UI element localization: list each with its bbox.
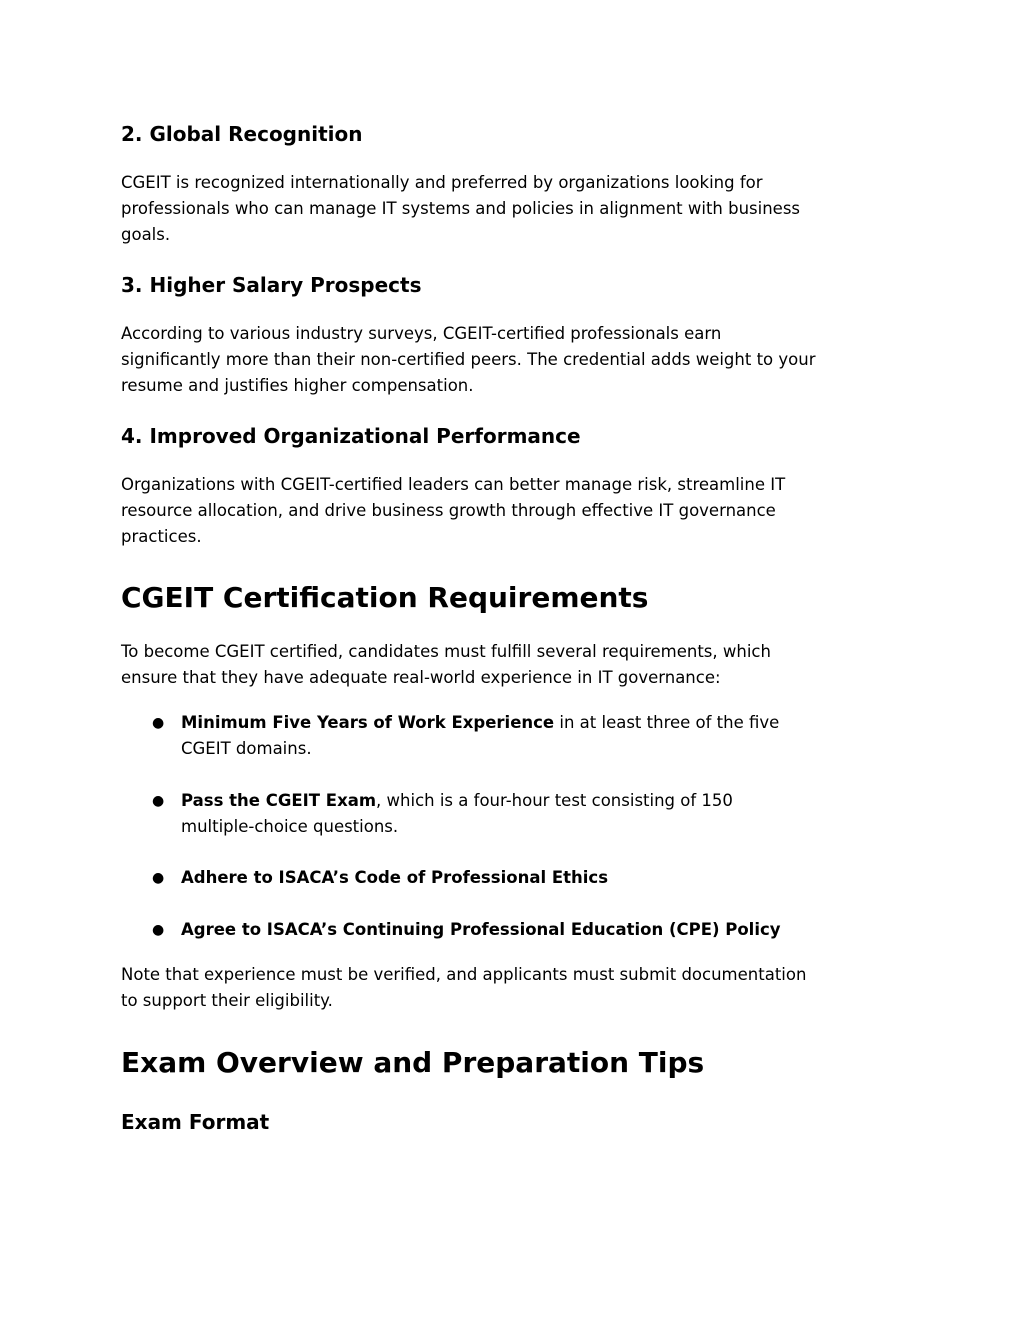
list-item-rest: , which is a four-hour test consisting of 150 [376, 791, 733, 810]
list-item-bold: Agree to ISACA’s Continuing Professional Education (CPE) Policy [181, 920, 781, 939]
paragraph-line: practices. [121, 527, 202, 546]
list-item-bold: Pass the CGEIT Exam [181, 791, 377, 810]
heading-global-recognition: 2. Global Recognition [121, 122, 363, 146]
paragraph-line: To become CGEIT certified, candidates must fulfill several requirements, which [121, 642, 771, 661]
paragraph-requirements-note [121, 962, 911, 1014]
paragraph-line: resume and justifies higher compensation. [121, 376, 474, 395]
paragraph-line: significantly more than their non-certified peers. The credential adds weight to your [121, 350, 816, 369]
paragraph-line: ensure that they have adequate real-world experience in IT governance: [121, 668, 721, 687]
paragraph-org-performance [121, 472, 911, 550]
list-item-rest: multiple-choice questions. [181, 817, 399, 836]
list-item-rest: CGEIT domains. [181, 739, 312, 758]
heading-higher-salary: 3. Higher Salary Prospects [121, 273, 422, 297]
paragraph-requirements-intro [121, 639, 911, 691]
list-item-text [181, 865, 881, 891]
paragraph-global-recognition [121, 170, 911, 248]
list-item-bold: Adhere to ISACA’s Code of Professional Ethics [181, 868, 609, 887]
bullet-icon: ● [152, 922, 165, 938]
heading-exam-overview: Exam Overview and Preparation Tips [121, 1046, 705, 1079]
list-item-text [181, 788, 881, 840]
list-item-rest: in at least three of the five [554, 713, 780, 732]
paragraph-line: CGEIT is recognized internationally and preferred by organizations looking for [121, 173, 763, 192]
list-item-text [181, 710, 881, 762]
list-item-bold: Minimum Five Years of Work Experience [181, 713, 555, 732]
paragraph-higher-salary [121, 321, 911, 399]
paragraph-line: professionals who can manage IT systems and policies in alignment with business [121, 199, 801, 218]
paragraph-line: According to various industry surveys, CGEIT-certified professionals earn [121, 324, 722, 343]
paragraph-line: resource allocation, and drive business growth through effective IT governance [121, 501, 776, 520]
paragraph-line: goals. [121, 225, 171, 244]
bullet-icon: ● [152, 870, 165, 886]
bullet-icon: ● [152, 715, 165, 731]
paragraph-line: to support their eligibility. [121, 991, 333, 1010]
paragraph-line: Organizations with CGEIT-certified leaders can better manage risk, streamline IT [121, 475, 786, 494]
heading-exam-format: Exam Format [121, 1110, 270, 1134]
bullet-icon: ● [152, 793, 165, 809]
heading-org-performance: 4. Improved Organizational Performance [121, 424, 581, 448]
heading-certification-requirements: CGEIT Certification Requirements [121, 581, 649, 614]
list-item-text [181, 917, 881, 943]
paragraph-line: Note that experience must be verified, and applicants must submit documentation [121, 965, 807, 984]
